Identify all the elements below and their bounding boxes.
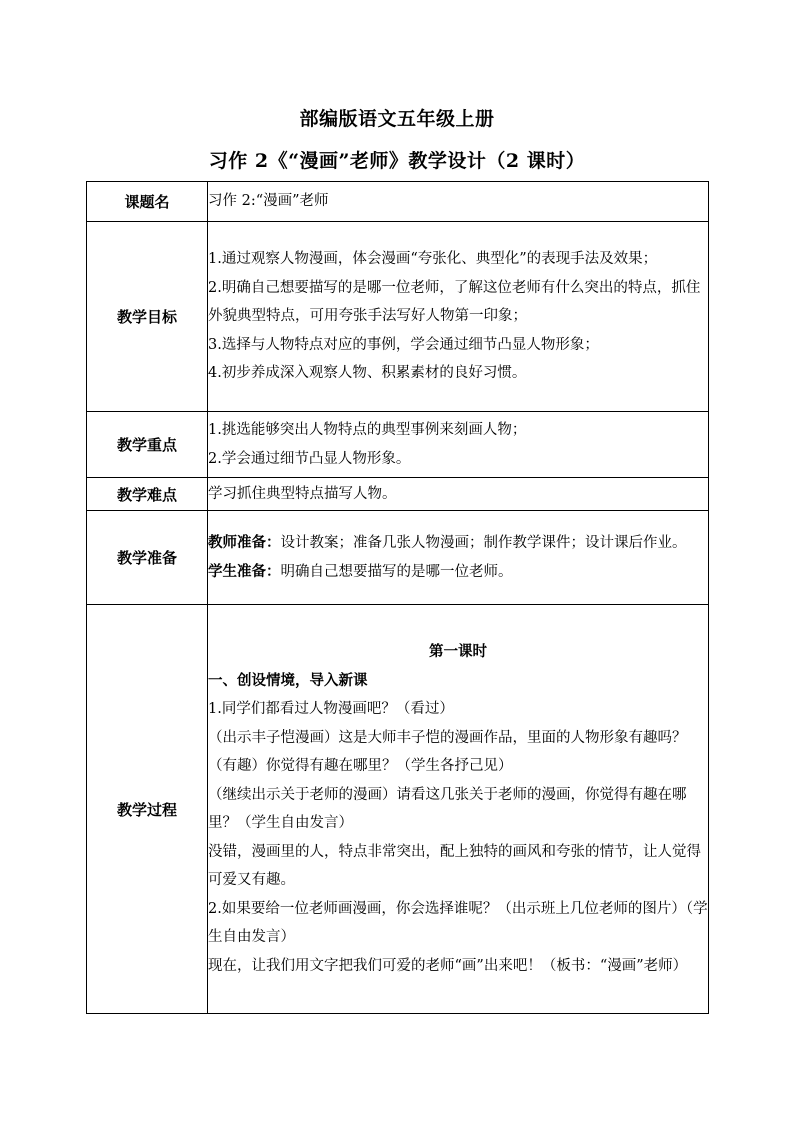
difficulty-label: 教学难点 bbox=[87, 478, 208, 511]
lesson-title: 第一课时 bbox=[429, 643, 487, 660]
topic-value: 习作 2:“漫画”老师 bbox=[208, 182, 709, 222]
topic-label: 课题名 bbox=[87, 182, 208, 222]
table-row-difficulty bbox=[87, 478, 709, 511]
document-subtitle: 习作 2《“漫画”老师》教学设计（2 课时） bbox=[208, 150, 586, 172]
process-label: 教学过程 bbox=[87, 605, 208, 1014]
process-paragraph: 没错，漫画里的人，特点非常突出，配上独特的画风和夸张的情节，让人觉得可爱又有趣。 bbox=[208, 843, 701, 888]
key-points-content bbox=[208, 412, 709, 478]
table-row-preparation bbox=[87, 511, 709, 605]
student-preparation-text: 明确自己想要描写的是哪一位老师。 bbox=[280, 563, 513, 580]
table-row-topic bbox=[87, 182, 709, 222]
preparation-content bbox=[208, 511, 709, 605]
key-point-item: 1.挑选能够突出人物特点的典型事例来刻画人物； bbox=[208, 422, 527, 438]
goals-content bbox=[208, 222, 709, 412]
goal-item: 3.选择与人物特点对应的事例，学会通过细节凸显人物形象； bbox=[208, 336, 599, 353]
process-paragraph: 现在，让我们用文字把我们可爱的老师“画”出来吧！（板书：“漫画”老师） bbox=[208, 957, 688, 974]
student-preparation bbox=[208, 558, 708, 587]
student-preparation-label: 学生准备： bbox=[208, 562, 281, 580]
process-paragraph: （继续出示关于老师的漫画）请看这几张关于老师的漫画，你觉得有趣在哪里？（学生自由发言） bbox=[208, 786, 687, 831]
table-row-key-points bbox=[87, 412, 709, 478]
process-paragraph: 2.如果要给一位老师画漫画，你会选择谁呢？（出示班上几位老师的图片）（学生自由发言） bbox=[208, 900, 708, 945]
preparation-label: 教学准备 bbox=[87, 511, 208, 605]
key-points-label: 教学重点 bbox=[87, 412, 208, 478]
difficulty-value: 学习抓住典型特点描写人物。 bbox=[208, 478, 709, 511]
goal-item: 1.通过观察人物漫画，体会漫画“夸张化、典型化”的表现手法及效果； bbox=[208, 251, 658, 268]
table-row-process bbox=[87, 605, 709, 1014]
document-title: 部编版语文五年级上册 bbox=[299, 108, 495, 130]
section-title: 一、创设情境，导入新课 bbox=[208, 671, 368, 689]
lesson-plan-table bbox=[86, 181, 709, 1014]
teacher-preparation bbox=[208, 529, 708, 558]
teacher-preparation-label: 教师准备： bbox=[208, 534, 281, 551]
goals-label: 教学目标 bbox=[87, 222, 208, 412]
key-point-item: 2.学会通过细节凸显人物形象。 bbox=[208, 450, 411, 467]
process-paragraph: （出示丰子恺漫画）这是大师丰子恺的漫画作品，里面的人物形象有趣吗？（有趣）你觉得有趣在哪里？（学生各抒己见） bbox=[208, 729, 687, 774]
process-content bbox=[208, 605, 709, 1014]
goal-item: 4.初步养成深入观察人物、积累素材的良好习惯。 bbox=[208, 365, 527, 382]
table-row-goals bbox=[87, 222, 709, 412]
goal-item: 2.明确自己想要描写的是哪一位老师，了解这位老师有什么突出的特点，抓住外貌典型特点，可用夸张手法写好人物第一印象； bbox=[208, 279, 701, 325]
process-paragraph: 1.同学们都看过人物漫画吧？（看过） bbox=[208, 701, 454, 717]
teacher-preparation-text: 设计教案；准备几张人物漫画；制作教学课件；设计课后作业。 bbox=[280, 535, 687, 551]
